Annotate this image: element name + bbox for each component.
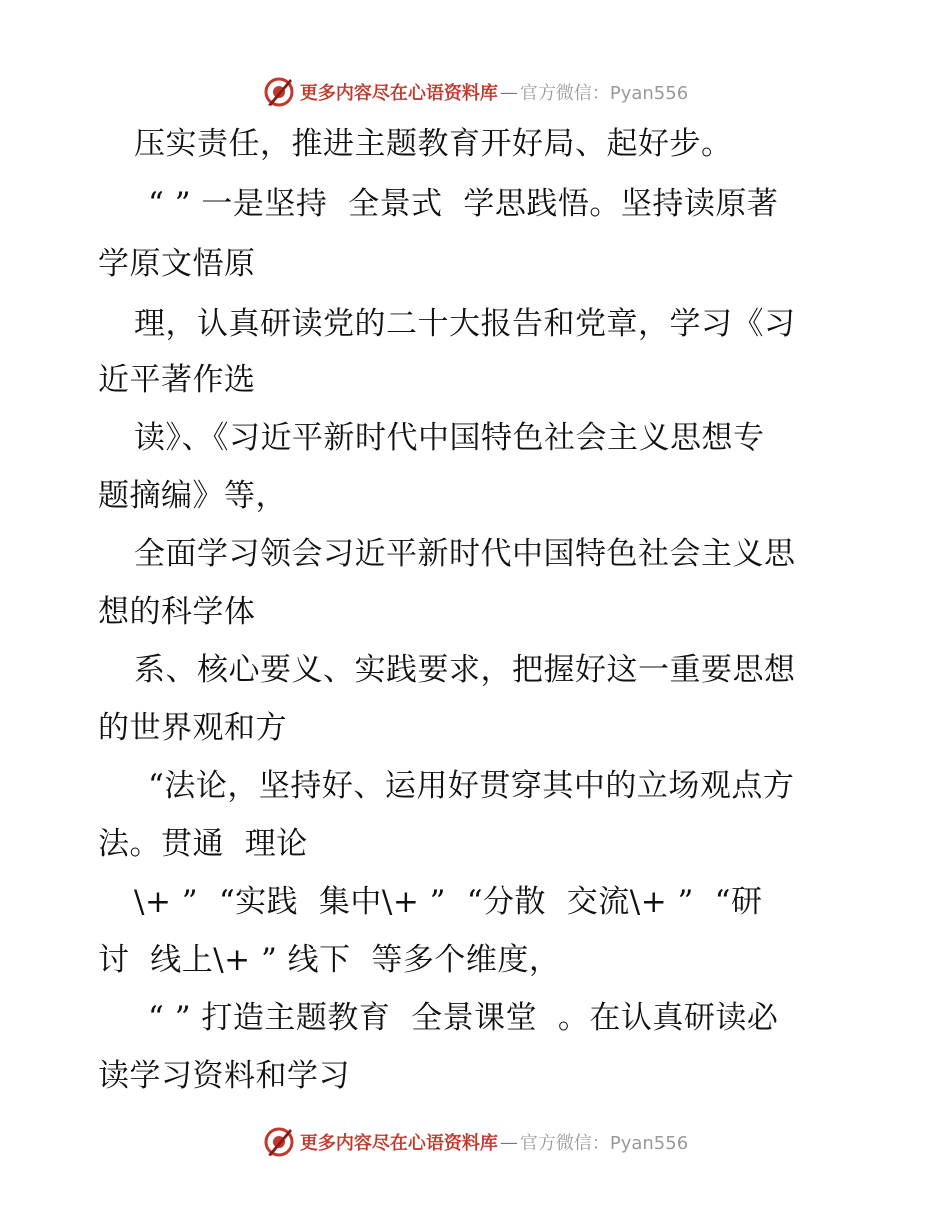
body-line: 系、核心要义、实践要求，把握好这一重要思想 bbox=[134, 652, 796, 688]
header-watermark bbox=[0, 72, 950, 112]
body-line: 读学习资料和学习 bbox=[98, 1058, 350, 1094]
watermark-dash: — bbox=[499, 1131, 518, 1153]
body-line: 题摘编》等， bbox=[98, 478, 287, 514]
watermark-dash: — bbox=[499, 81, 518, 103]
body-line: “法论，坚持好、运用好贯穿其中的立场观点方 bbox=[148, 768, 795, 804]
body-line: 读》、《习近平新时代中国特色社会主义思想专 bbox=[134, 420, 765, 456]
quill-logo-icon bbox=[262, 75, 296, 109]
footer-watermark bbox=[0, 1122, 950, 1162]
watermark-wechat: 官方微信：Pyan556 bbox=[519, 1133, 689, 1154]
watermark-text: 更多内容尽在心语资料库 bbox=[299, 1133, 498, 1154]
body-line: \+ ” “实践 集中\+ ” “分散 交流\+ ” “研 bbox=[134, 884, 763, 920]
body-line: 压实责任，推进主题教育开好局、起好步。 bbox=[134, 126, 733, 162]
body-line: 全面学习领会习近平新时代中国特色社会主义思 bbox=[134, 536, 796, 572]
watermark-text: 更多内容尽在心语资料库 bbox=[299, 83, 498, 104]
body-line: 的世界观和方 bbox=[98, 710, 287, 746]
body-line: 理，认真研读党的二十大报告和党章，学习《习 bbox=[134, 306, 796, 342]
body-line: 近平著作选 bbox=[98, 362, 256, 398]
body-line: “ ” 打造主题教育 全景课堂 。在认真研读必 bbox=[148, 1000, 779, 1036]
body-line: “ ” 一是坚持 全景式 学思践悟。坚持读原著 bbox=[148, 186, 779, 222]
body-line: 想的科学体 bbox=[98, 594, 256, 630]
watermark-wechat: 官方微信：Pyan556 bbox=[519, 83, 689, 104]
body-line: 法。贯通 理论 bbox=[98, 826, 308, 862]
quill-logo-icon bbox=[262, 1125, 296, 1159]
body-line: 学原文悟原 bbox=[98, 246, 256, 282]
body-line: 讨 线上\+ ” 线下 等多个维度， bbox=[98, 942, 561, 978]
